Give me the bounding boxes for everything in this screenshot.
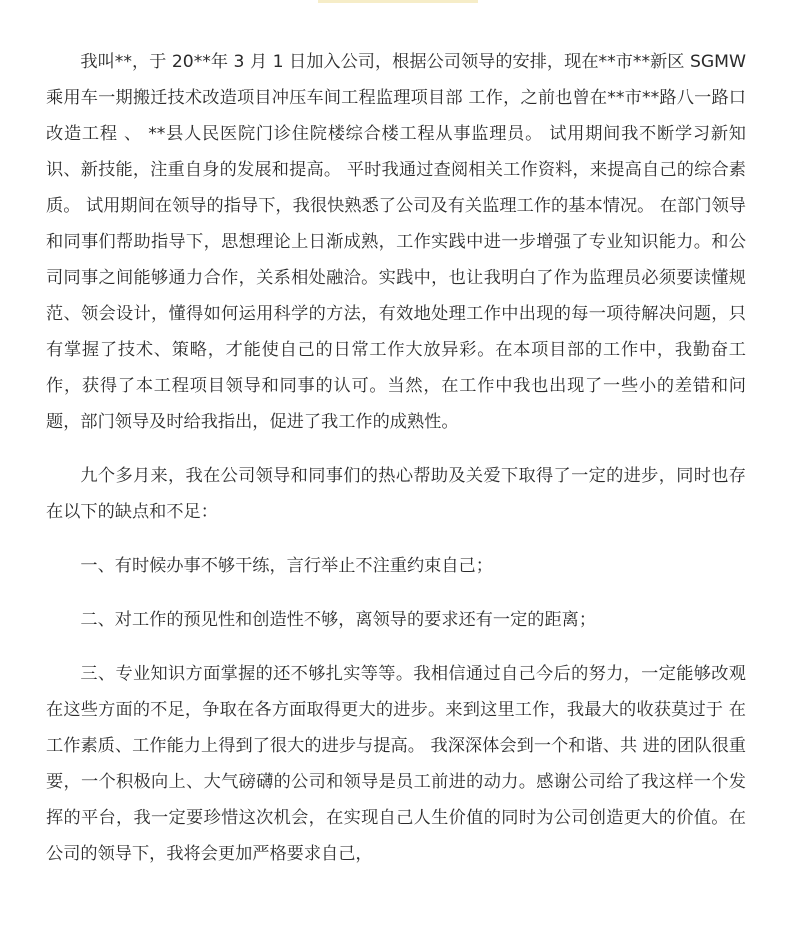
list-item-shortcoming-3: 三、专业知识方面掌握的还不够扎实等等。我相信通过自己今后的努力，一定能够改观在这些方面的不足，争取在各方面取得更大的进步。来到这里工作，我最大的收获莫过于 在工作素质、工作能力上得到了很大的进步与提高。 我深深体会到一个和谐、共 进的团队很重要，一个积极向上、大气磅礴的公司和领导是员工前进的动力。感谢公司给了我这样一个发挥的平台，我一定要珍惜这次机会，在实现自己人生价值的同时为公司创造更大的价值。在公司的领导下，我将会更加严格要求自己， xyxy=(46,664,746,864)
paragraph-progress-intro: 九个多月来，我在公司领导和同事们的热心帮助及关爱下取得了一定的进步，同时也存在以下的缺点和不足： xyxy=(46,466,746,522)
top-accent-bar xyxy=(318,0,478,3)
document-body xyxy=(46,44,746,872)
paragraph-work-summary: 我叫**，于 20**年 3 月 1 日加入公司，根据公司领导的安排，现在**市**新区 SGMW 乘用车一期搬迁技术改造项目冲压车间工程监理项目部 工作，之前也曾在**市**路八一路口改造工程 、 **县人民医院门诊住院楼综合楼工程从事监理员。 试用期间我不断学习新知识、新技能，注重自身的发展和提高。 平时我通过查阅相关工作资料，来提高自己的综合素质。 试用期间在领导的指导下，我很快熟悉了公司及有关监理工作的基本情况。 在部门领导和同事们帮助指导下，思想理论上日渐成熟，工作实践中进一步增强了专业知识能力。和公司同事之间能够通力合作，关系相处融洽。实践中，也让我明白了作为监理员必须要读懂规范、领会设计，懂得如何运用科学的方法，有效地处理工作中出现的每一项待解决问题，只有掌握了技术、策略，才能使自己的日常工作大放异彩。在本项目部的工作中，我勤奋工作，获得了本工程项目领导和同事的认可。当然，在工作中我也出现了一些小的差错和问题，部门领导及时给我指出，促进了我工作的成熟性。 xyxy=(46,52,746,432)
list-item-shortcoming-2: 二、对工作的预见性和创造性不够，离领导的要求还有一定的距离； xyxy=(80,610,597,630)
list-item-shortcoming-1: 一、有时候办事不够干练，言行举止不注重约束自己； xyxy=(80,556,493,576)
